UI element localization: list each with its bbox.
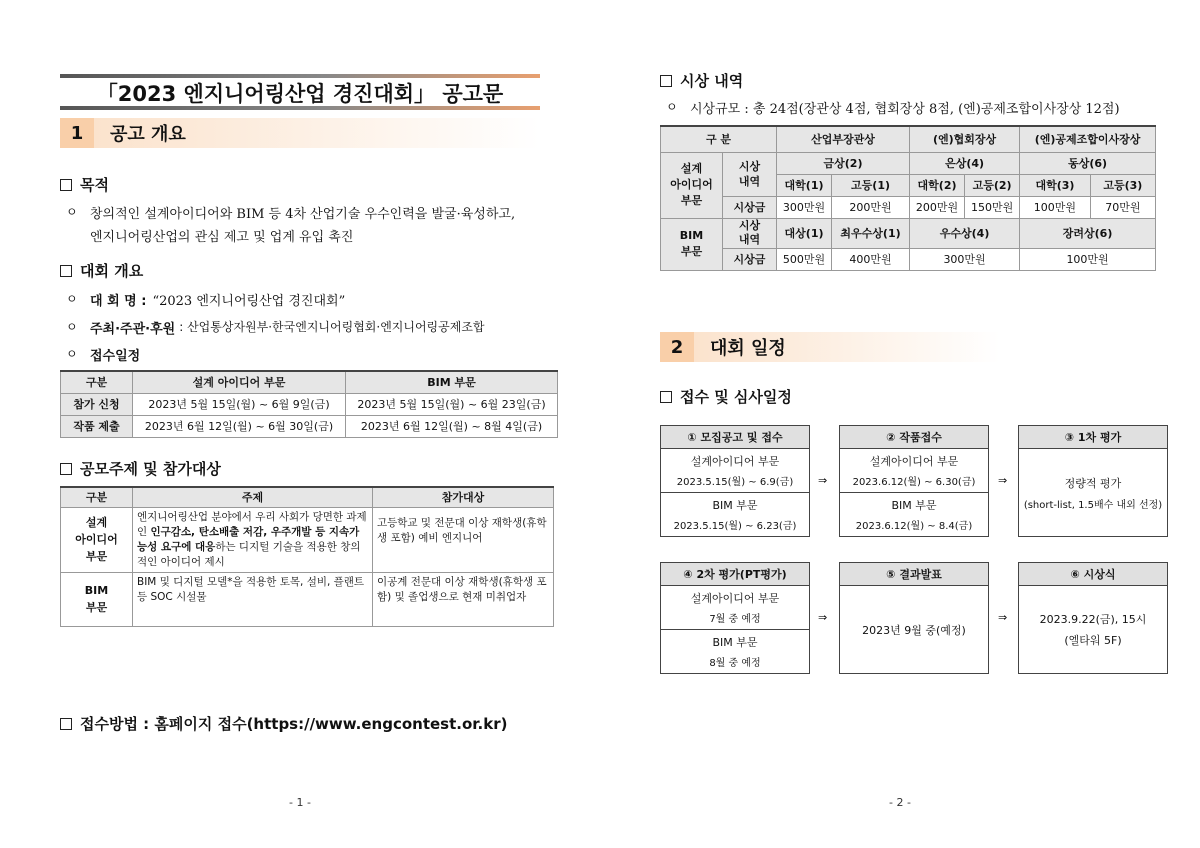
host-line <box>66 318 485 337</box>
awards-design-category: 설계 아이디어 부문 <box>661 152 723 218</box>
contest-name-value: “2023 엔지니어링산업 경진대회” <box>152 294 346 309</box>
method-text: 접수방법 : 홈페이지 접수(https://www.engcontest.or.kr) <box>80 715 508 733</box>
awards-header-category: 구 분 <box>661 126 777 152</box>
award-sub: 대학(1) <box>777 174 832 196</box>
step-4-header: ④ 2차 평가(PT평가) <box>660 562 810 586</box>
section-1-header <box>60 118 540 148</box>
award-prize: 200만원 <box>832 196 910 218</box>
topic-header-target: 참가대상 <box>373 487 554 507</box>
awards-bim-award-label: 시상 내역 <box>723 218 777 248</box>
award-sub: 대학(3) <box>1020 174 1091 196</box>
overview-heading-text: 대회 개요 <box>80 262 144 280</box>
circle-bullet-icon: ㅇ <box>66 205 78 219</box>
schedule-header-design: 설계 아이디어 부문 <box>133 371 346 393</box>
section-1-number: 1 <box>60 118 94 148</box>
schedule-step-2 <box>839 425 989 537</box>
arrow-right-icon: ⇒ <box>818 474 828 487</box>
award-prize: 300만원 <box>910 248 1020 270</box>
arrow-right-icon: ⇒ <box>818 611 828 624</box>
schedule-header-bim: BIM 부문 <box>346 371 558 393</box>
award-silver: 은상(4) <box>910 152 1020 174</box>
schedule-step-1 <box>660 425 810 537</box>
step-1-bim-label: BIM 부문 <box>712 499 758 512</box>
schedule-header-category: 구분 <box>61 371 133 393</box>
purpose-heading-text: 목적 <box>80 176 109 194</box>
step-1-design-date: 2023.5.15(월) ~ 6.9(금) <box>676 477 794 488</box>
page-title: 「2023 엔지니어링산업 경진대회」 공고문 <box>96 82 504 106</box>
topic-row-topic: BIM 및 디지털 모델*을 적용한 토목, 설비, 플랜트 등 SOC 시설물 <box>133 572 373 626</box>
awards-header-union: (엔)공제조합이사장상 <box>1020 126 1156 152</box>
step-3-text: 정량적 평가 <box>1064 476 1122 490</box>
topic-header-category: 구분 <box>61 487 133 507</box>
award-gold: 금상(2) <box>777 152 910 174</box>
step-2-design-label: 설계아이디어 부문 <box>869 455 959 468</box>
purpose-line-1 <box>66 203 515 222</box>
step-4-design-date: 7월 중 예정 <box>709 614 761 625</box>
step-1-bim-date: 2023.5.15(월) ~ 6.23(금) <box>673 521 797 532</box>
step-5-text: 2023년 9월 중(예정) <box>862 623 966 637</box>
page-number-1: - 1 - <box>289 796 311 809</box>
step-4-bim-label: BIM 부문 <box>712 636 758 649</box>
schedule-row-label: 작품 제출 <box>61 415 133 437</box>
awards-bim-category: BIM 부문 <box>661 218 723 270</box>
step-2-design-date: 2023.6.12(월) ~ 6.30(금) <box>852 477 976 488</box>
topic-heading <box>60 458 221 479</box>
square-bullet-icon <box>60 265 72 277</box>
topic-row-topic <box>133 507 373 572</box>
section-1-label: 공고 개요 <box>94 118 540 148</box>
contest-name-label: 대 회 명 : <box>90 294 147 309</box>
step-3-body <box>1018 449 1168 537</box>
topic-header-topic: 주제 <box>133 487 373 507</box>
table-row <box>61 572 554 626</box>
title-rule-bottom <box>60 106 540 110</box>
schedule-cell: 2023년 6월 12일(월) ~ 6월 30일(금) <box>133 415 346 437</box>
step-6-body <box>1018 586 1168 674</box>
topic-row-target: 이공계 전문대 이상 재학생(휴학생 포함) 및 졸업생으로 현재 미취업자 <box>373 572 554 626</box>
topic-row-target: 고등학교 및 전문대 이상 재학생(휴학생 포함) 예비 엔지니어 <box>373 507 554 572</box>
step-1-design-label: 설계아이디어 부문 <box>690 455 780 468</box>
method-heading <box>60 713 507 734</box>
award-bim: 장려상(6) <box>1020 218 1156 248</box>
circle-bullet-icon: ㅇ <box>66 292 78 306</box>
awards-prize-label: 시상금 <box>723 248 777 270</box>
award-bronze: 동상(6) <box>1020 152 1156 174</box>
circle-bullet-icon: ㅇ <box>666 100 678 114</box>
purpose-line-2: 엔지니어링산업의 관심 제고 및 업계 유입 촉진 <box>90 230 354 245</box>
award-bim: 대상(1) <box>777 218 832 248</box>
awards-scale-line <box>666 98 1120 117</box>
awards-header-association: (엔)협회장상 <box>910 126 1020 152</box>
host-label: 주최·주관·후원 <box>90 322 176 337</box>
schedule-step-3 <box>1018 425 1168 537</box>
arrow-right-icon: ⇒ <box>998 611 1008 624</box>
circle-bullet-icon: ㅇ <box>66 320 78 334</box>
awards-design-award-label: 시상 내역 <box>723 152 777 196</box>
square-bullet-icon <box>60 179 72 191</box>
schedule-line <box>66 345 140 364</box>
awards-prize-label: 시상금 <box>723 196 777 218</box>
award-prize: 500만원 <box>777 248 832 270</box>
topic-row-category: BIM 부문 <box>61 572 133 626</box>
topic-text-a: 엔지니어링산업 분야에서 우리 사회가 당면한 과제인 <box>137 510 367 538</box>
topic-text-bold: 인구감소, 탄소배출 저감, 우주개발 등 지속가능성 요구에 대응 <box>137 525 360 553</box>
step-1-header: ① 모집공고 및 접수 <box>660 425 810 449</box>
topic-heading-text: 공모주제 및 참가대상 <box>80 460 221 478</box>
award-prize: 70만원 <box>1090 196 1155 218</box>
award-sub: 고등(2) <box>965 174 1020 196</box>
table-row <box>61 393 558 415</box>
square-bullet-icon <box>60 718 72 730</box>
step-6-header: ⑥ 시상식 <box>1018 562 1168 586</box>
schedule-table <box>60 370 558 438</box>
awards-table <box>660 125 1156 271</box>
purpose-heading <box>60 174 109 195</box>
topic-row-category: 설계 아이디어 부문 <box>61 507 133 572</box>
award-prize: 150만원 <box>965 196 1020 218</box>
square-bullet-icon <box>660 391 672 403</box>
circle-bullet-icon: ㅇ <box>66 347 78 361</box>
award-prize: 200만원 <box>910 196 965 218</box>
section-2-header <box>660 332 1000 362</box>
arrow-right-icon: ⇒ <box>998 474 1008 487</box>
schedule-cell: 2023년 5월 15일(월) ~ 6월 23일(금) <box>346 393 558 415</box>
step-2-body <box>839 449 989 537</box>
awards-scale-text: 시상규모 : 총 24점(장관상 4점, 협회장상 8점, (엔)공제조합이사장상 12점) <box>690 102 1120 117</box>
award-sub: 대학(2) <box>910 174 965 196</box>
awards-heading <box>660 70 743 91</box>
award-bim: 최우수상(1) <box>832 218 910 248</box>
step-2-header: ② 작품접수 <box>839 425 989 449</box>
section-2-number: 2 <box>660 332 694 362</box>
step-6-venue: (엘타워 5F) <box>1064 634 1122 647</box>
step-5-header: ⑤ 결과발표 <box>839 562 989 586</box>
review-heading-text: 접수 및 심사일정 <box>680 388 792 406</box>
awards-header-minister: 산업부장관상 <box>777 126 910 152</box>
schedule-cell: 2023년 6월 12일(월) ~ 8월 4일(금) <box>346 415 558 437</box>
step-4-bim-date: 8월 중 예정 <box>709 658 761 669</box>
step-4-design-label: 설계아이디어 부문 <box>690 592 780 605</box>
section-2-label: 대회 일정 <box>694 332 1000 362</box>
award-prize: 100만원 <box>1020 196 1091 218</box>
step-5-body <box>839 586 989 674</box>
schedule-step-6 <box>1018 562 1168 674</box>
award-sub: 고등(3) <box>1090 174 1155 196</box>
table-row <box>61 507 554 572</box>
schedule-cell: 2023년 5월 15일(월) ~ 6월 9일(금) <box>133 393 346 415</box>
awards-heading-text: 시상 내역 <box>680 72 744 90</box>
page-number-2: - 2 - <box>889 796 911 809</box>
purpose-line-1-text: 창의적인 설계아이디어와 BIM 등 4차 산업기술 우수인력을 발굴·육성하고, <box>90 207 516 222</box>
step-3-header: ③ 1차 평가 <box>1018 425 1168 449</box>
award-bim: 우수상(4) <box>910 218 1020 248</box>
schedule-label: 접수일정 <box>90 349 141 364</box>
square-bullet-icon <box>660 75 672 87</box>
award-prize: 400만원 <box>832 248 910 270</box>
square-bullet-icon <box>60 463 72 475</box>
host-value: : 산업통상자원부·한국엔지니어링협회·엔지니어링공제조합 <box>179 320 485 334</box>
step-4-body <box>660 586 810 674</box>
award-prize: 300만원 <box>777 196 832 218</box>
schedule-step-4 <box>660 562 810 674</box>
step-3-note: (short-list, 1.5배수 내외 선정) <box>1023 499 1163 511</box>
review-heading <box>660 386 792 407</box>
step-2-bim-date: 2023.6.12(월) ~ 8.4(금) <box>855 521 973 532</box>
topic-table <box>60 486 554 627</box>
step-1-body <box>660 449 810 537</box>
schedule-step-5 <box>839 562 989 674</box>
award-prize: 100만원 <box>1020 248 1156 270</box>
topic-text-c: 하는 디지털 기술을 적용한 창의적인 아이디어 제시 <box>137 540 361 568</box>
step-6-date: 2023.9.22(금), 15시 <box>1039 613 1147 626</box>
contest-name-line <box>66 290 345 309</box>
overview-heading <box>60 260 143 281</box>
award-sub: 고등(1) <box>832 174 910 196</box>
table-row <box>61 415 558 437</box>
step-2-bim-label: BIM 부문 <box>891 499 937 512</box>
schedule-row-label: 참가 신청 <box>61 393 133 415</box>
